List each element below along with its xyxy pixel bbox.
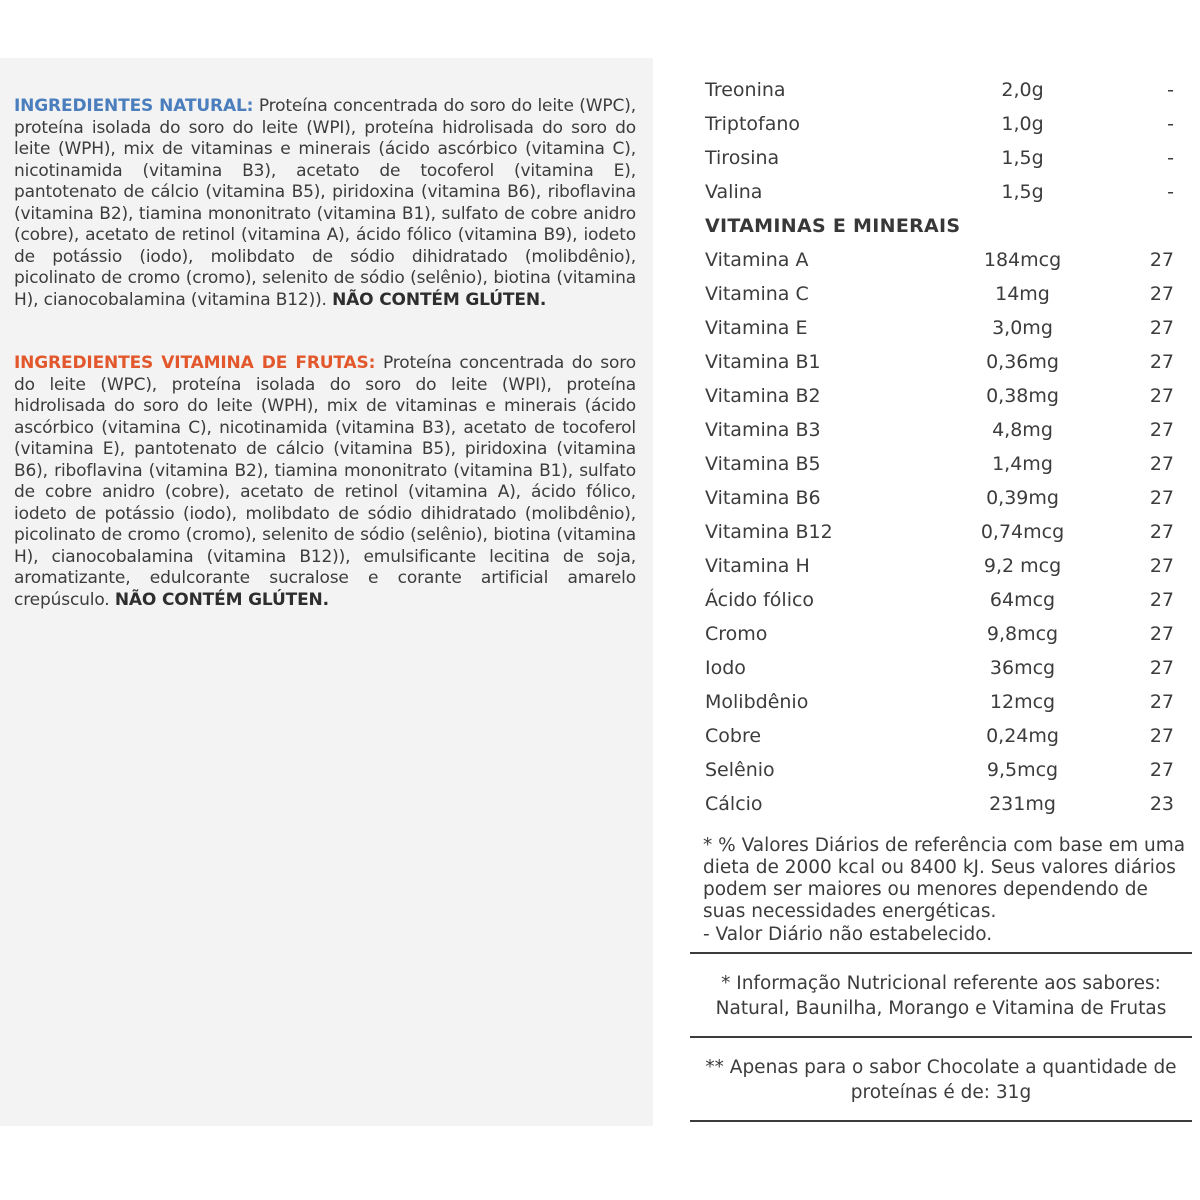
nutrient-amount: 36mcg [989,657,1056,679]
nutrient-name: Vitamina B3 [705,419,821,441]
chocolate-note: ** Apenas para o sabor Chocolate a quantidade de proteínas é de: 31g [705,1057,1177,1103]
nutrient-name: Vitamina C [705,283,809,305]
nutrient-amount: 3,0mg [992,317,1053,339]
nutrient-name: Ácido fólico [705,589,815,611]
nutrient-daily-value: 27 [1149,555,1174,577]
nutrient-amount: 0,24mg [986,725,1059,747]
nutrient-daily-value: 23 [1149,793,1174,815]
nutrient-name: Vitamina B12 [705,521,833,543]
nutrient-daily-value: 27 [1149,385,1174,407]
daily-values-footnote [690,835,1192,946]
nutrient-amount: 2,0g [1001,79,1044,101]
nutrient-amount: 231mg [989,793,1056,815]
ingredients-natural-heading: INGREDIENTES NATURAL: [14,96,254,116]
vitamin-mineral-rows [690,243,1192,821]
table-row [690,481,1192,515]
nutrient-daily-value: 27 [1149,521,1174,543]
nutrient-daily-value: 27 [1149,691,1174,713]
nutrient-name: Triptofano [705,113,801,135]
nutrient-name: Vitamina B1 [705,351,821,373]
nutrient-daily-value: - [1167,181,1174,203]
nutrient-name: Vitamina A [705,249,809,271]
nutrient-daily-value: - [1167,113,1174,135]
nutrient-amount: 1,5g [1001,147,1044,169]
table-row [690,549,1192,583]
nutrient-daily-value: 27 [1149,759,1174,781]
nutrient-amount: 9,2 mcg [983,555,1062,577]
nutrient-daily-value: 27 [1149,317,1174,339]
table-row [690,141,1192,175]
nutrient-name: Vitamina B6 [705,487,821,509]
nutrient-name: Molibdênio [705,691,809,713]
nutrient-amount: 14mg [995,283,1050,305]
nutrient-amount: 9,8mcg [986,623,1059,645]
nutrient-name: Vitamina B5 [705,453,821,475]
vitamins-minerals-header: VITAMINAS E MINERAIS [705,215,961,237]
nutrient-name: Vitamina B2 [705,385,821,407]
nutrient-amount: 64mcg [989,589,1056,611]
ingredients-panel [0,58,653,1126]
table-row [690,311,1192,345]
nutrient-amount: 0,39mg [986,487,1059,509]
table-row [690,277,1192,311]
table-row [690,651,1192,685]
nutrient-name: Vitamina H [705,555,810,577]
nutrient-name: Selênio [705,759,775,781]
amino-acid-rows [690,73,1192,209]
nutrient-daily-value: 27 [1149,725,1174,747]
nutrient-amount: 12mcg [989,691,1056,713]
table-row [690,107,1192,141]
table-row [690,243,1192,277]
table-row [690,515,1192,549]
nutrient-amount: 9,5mcg [986,759,1059,781]
table-row [690,175,1192,209]
nutrient-amount: 0,36mg [986,351,1059,373]
nutrient-daily-value: 27 [1149,419,1174,441]
table-row [690,413,1192,447]
footnote-dash-text: - Valor Diário não estabelecido. [703,924,993,945]
nutrient-amount: 1,4mg [992,453,1053,475]
nutrient-name: Vitamina E [705,317,808,339]
ingredients-fruit-vitamin-heading: INGREDIENTES VITAMINA DE FRUTAS: [14,353,376,373]
footnote-text: * % Valores Diários de referência com base em uma dieta de 2000 kcal ou 8400 kJ. Seus valores diários podem ser maiores ou menores dependendo de suas necessidades energéticas. [703,835,1186,922]
table-row [690,73,1192,107]
nutrient-name: Cálcio [705,793,763,815]
table-row [690,753,1192,787]
nutrient-daily-value: - [1167,147,1174,169]
ingredients-natural-paragraph [14,96,636,311]
nutrient-daily-value: 27 [1149,283,1174,305]
nutrition-table [690,73,1192,1122]
nutrient-amount: 4,8mg [992,419,1053,441]
no-gluten-statement: NÃO CONTÉM GLÚTEN. [332,289,547,310]
table-row [690,685,1192,719]
table-row [690,617,1192,651]
nutrient-daily-value: 27 [1149,623,1174,645]
table-row [690,583,1192,617]
nutrient-daily-value: - [1167,79,1174,101]
nutrient-name: Treonina [705,79,786,101]
nutrient-amount: 1,0g [1001,113,1044,135]
table-row [690,787,1192,821]
flavors-note: * Informação Nutricional referente aos sabores: Natural, Baunilha, Morango e Vitamina de Frutas [715,973,1167,1019]
nutrient-daily-value: 27 [1149,657,1174,679]
no-gluten-statement: NÃO CONTÉM GLÚTEN. [114,589,329,610]
divider-line [690,1120,1192,1122]
table-row [690,447,1192,481]
nutrient-name: Cromo [705,623,768,645]
nutrient-name: Valina [705,181,763,203]
nutrient-name: Iodo [705,657,746,679]
nutrient-amount: 0,38mg [986,385,1059,407]
ingredients-natural-body: Proteína concentrada do soro do leite (WPC), proteína isolada do soro do leite (WPI), proteína hidrolisada do soro do leite (WPH), mix de vitaminas e minerais (ácido ascórbico (vitamina C), nicotinamida (vitamina B3), acetato de tocoferol (vitamina E), pantotenato de cálcio (vitamina B5), piridoxina (vitamina B6), riboflavina (vitamina B2), tiamina mononitrato (vitamina B1), sulfato de cobre anidro (cobre), acetato de retinol (vitamina A), ácido fólico (vitamina B9), iodeto de potássio (iodo), molibdato de sódio dihidratado (molibdênio), picolinato de cromo (cromo), selenito de sódio (selênio), biotina (vitamina H), cianocobalamina (vitamina B12)). [14,96,636,310]
nutrient-amount: 1,5g [1001,181,1044,203]
table-row [690,379,1192,413]
nutrient-name: Cobre [705,725,762,747]
nutrient-daily-value: 27 [1149,351,1174,373]
nutrient-daily-value: 27 [1149,487,1174,509]
table-row [690,719,1192,753]
nutrient-daily-value: 27 [1149,589,1174,611]
ingredients-fruit-vitamin-body: Proteína concentrada do soro do leite (WPC), proteína isolada do soro do leite (WPI), proteína hidrolisada do soro do leite (WPH), mix de vitaminas e minerais (ácido ascórbico (vitamina C), nicotinamida (vitamina B3), acetato de tocoferol (vitamina E), pantotenato de cálcio (vitamina B5), piridoxina (vitamina B6), riboflavina (vitamina B2), tiamina mononitrato (vitamina B1), sulfato de cobre anidro (cobre), acetato de retinol (vitamina A), ácido fólico, iodeto de potássio (iodo), molibdato de sódio dihidratado (molibdênio), picolinato de cromo (cromo), selenito de sódio (selênio), biotina (vitamina H), cianocobalamina (vitamina B12)), emulsificante lecitina de soja, aromatizante, edulcorante sucralose e corante artificial amarelo crepúsculo. [14,353,636,610]
nutrient-amount: 0,74mcg [980,521,1065,543]
nutrient-amount: 184mcg [983,249,1062,271]
nutrient-daily-value: 27 [1149,249,1174,271]
table-row [690,345,1192,379]
nutrient-daily-value: 27 [1149,453,1174,475]
ingredients-fruit-vitamin-paragraph [14,353,636,611]
nutrient-name: Tirosina [705,147,780,169]
